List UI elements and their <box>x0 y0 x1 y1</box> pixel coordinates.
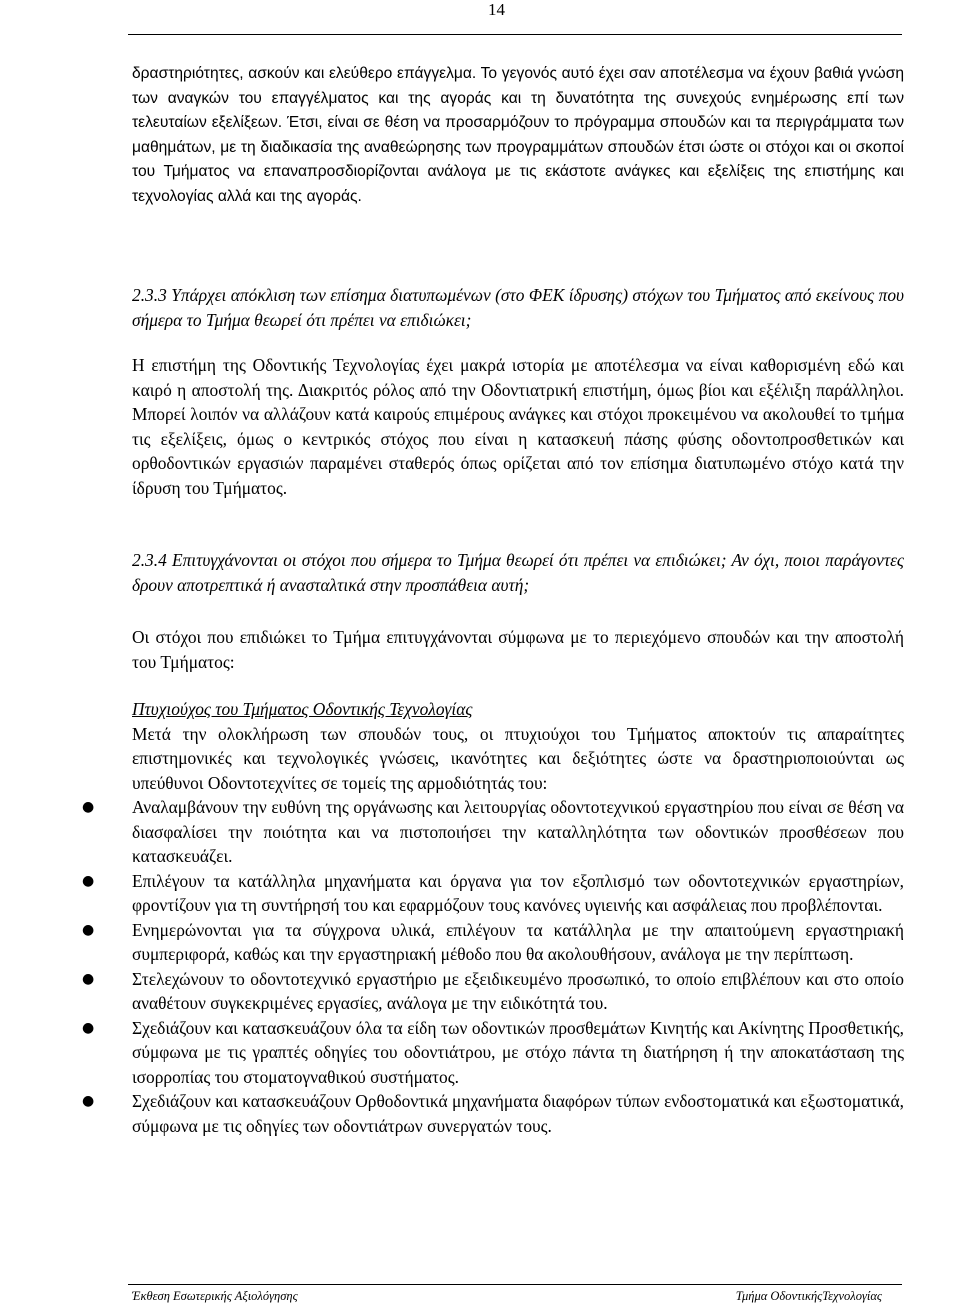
list-item-text: Επιλέγουν τα κατάλληλα μηχανήματα και όργανα για τον εξοπλισμό των οδοντοτεχνικών εργαστηρίων, φροντίζουν για τη συντήρησή του και εφαρμόζουν τους κανόνες υγιεινής και ασφάλειας που προβλέπονται. <box>132 870 904 915</box>
graduates-bullet-list <box>82 795 904 1138</box>
bullet-icon: ● <box>82 872 95 889</box>
list-item <box>82 1016 904 1090</box>
list-item-text: Στελεχώνουν το οδοντοτεχνικό εργαστήριο με εξειδικευμένο προσωπικό, το οποίο επιβλέπουν και στο οποίο αναθέτουν συγκεκριμένες εργασίες, ανάλογα με την ειδικότητά του. <box>132 968 904 1013</box>
section-2-3-4-body-block <box>132 625 904 674</box>
section-2-3-3-heading: 2.3.3 Υπάρχει απόκλιση των επίσημα διατυπωμένων (στο ΦΕΚ ίδρυσης) στόχων του Τμήματος από εκείνους που σήμερα το Τμήμα θεωρεί ότι πρέπει να επιδιώκει; <box>132 285 904 330</box>
list-item <box>82 918 904 967</box>
footer-rule <box>128 1284 902 1285</box>
list-item-text: Ενημερώνονται για τα σύγχρονα υλικά, επιλέγουν τα κατάλληλα με την απαιτούμενη εργαστηριακή συμπεριφορά, καθώς και την εργαστηριακή μέθοδο που θα ακολουθήσουν, ανάλογα με την περίπτωση. <box>132 919 904 964</box>
bullet-icon: ● <box>82 970 95 987</box>
footer-left-text: Έκθεση Εσωτερικής Αξιολόγησης <box>132 1289 298 1303</box>
section-2-3-4-heading: 2.3.4 Επιτυγχάνονται οι στόχοι που σήμερα το Τμήμα θεωρεί ότι πρέπει να επιδιώκει; Αν όχι, ποιοι παράγοντες δρουν αποτρεπτικά ή ανασταλτικά στην προσπάθεια αυτή; <box>132 550 904 595</box>
footer-right-text: Τμήμα ΟδοντικήςΤεχνολογίας <box>735 1289 882 1303</box>
graduates-intro: Μετά την ολοκλήρωση των σπουδών τους, οι πτυχιούχοι του Τμήματος αποκτούν τις απαραίτητες επιστημονικές και τεχνολογικές γνώσεις, ικανότητες και δεξιότητες ώστε να δραστηριοποιούνται ως υπεύθυνοι Οδοντοτεχνίτες σε τομείς της αρμοδιότητάς του: <box>132 723 904 793</box>
graduates-title: Πτυχιούχος του Τμήματος Οδοντικής Τεχνολογίας <box>132 699 473 719</box>
section-2-3-3-body: Η επιστήμη της Οδοντικής Τεχνολογίας έχει μακρά ιστορία με αποτέλεσμα να είναι καθορισμένη εδώ και καιρό η αποστολή της. Διακριτός ρόλος από την Οδοντιατρική επιστήμη, όμως βίοι και εξέλιξη παράλληλοι. Μπορεί λοιπόν να αλλάζουν κατά καιρούς επιμέρους ανάγκες και στόχοι προκειμένου να ακολουθεί το τμήμα τις εξελίξεις, όμως ο κεντρικός στόχος που είναι η κατασκευή πάσης φύσης οδοντοπροσθετικών και ορθοδοντικών εργασιών παραμένει σταθερός όπως ορίζεται από τον επίσημα διατυπωμένο στόχο κατά την ίδρυση του Τμήματος. <box>132 355 904 498</box>
page-number: 14 <box>488 0 505 19</box>
bullet-icon: ● <box>82 921 95 938</box>
graduates-section <box>82 697 904 1138</box>
section-2-3-3 <box>132 283 904 332</box>
list-item <box>82 967 904 1016</box>
bullet-icon: ● <box>82 799 95 815</box>
bullet-icon: ● <box>82 1019 95 1036</box>
list-item <box>82 1089 904 1138</box>
bullet-icon: ● <box>82 1093 95 1109</box>
list-item <box>82 795 904 869</box>
header-rule <box>128 34 902 35</box>
intro-paragraph: δραστηριότητες, ασκούν και ελεύθερο επάγγελμα. Το γεγονός αυτό έχει σαν αποτέλεσμα να έχουν βαθιά γνώση των αναγκών του επαγγέλματος και της αγοράς και τη δυνατότητα της συνεχούς ενημέρωσης επί των τελευταίων εξελίξεων. Έτσι, είναι σε θέση να προσαρμόζουν το πρόγραμμα σπουδών και τα περιγράμματα των μαθημάτων, με τη διαδικασία της αναθεώρησης των προγραμμάτων σπουδών έτσι ώστε οι στόχοι και οι σκοποί του Τμήματος να επαναπροσδιορίζονται ανάλογα με τις εκάστοτε ανάγκες και εξελίξεις της επιστήμης και τεχνολογίας αλλά και της αγοράς. <box>132 65 904 205</box>
section-2-3-4 <box>132 548 904 597</box>
list-item <box>82 869 904 918</box>
intro-block <box>132 62 904 209</box>
list-item-text: Σχεδιάζουν και κατασκευάζουν όλα τα είδη των οδοντικών προσθεμάτων Κινητής και Ακίνητης Προσθετικής, σύμφωνα με τις γραπτές οδηγίες του οδοντιάτρου, με στόχο πάντα τη διατήρηση ή την αποκατάσταση της ισορροπίας του στοματογναθικού συστήματος. <box>132 1017 904 1087</box>
section-2-3-4-body: Οι στόχοι που επιδιώκει το Τμήμα επιτυγχάνονται σύμφωνα με το περιεχόμενο σπουδών και την αποστολή του Τμήματος: <box>132 627 904 672</box>
list-item-text: Σχεδιάζουν και κατασκευάζουν Ορθοδοντικά μηχανήματα διαφόρων τύπων ενδοστοματικά και εξωστοματικά, σύμφωνα με τις οδηγίες των οδοντιάτρων συνεργατών τους. <box>132 1091 904 1136</box>
list-item-text: Αναλαμβάνουν την ευθύνη της οργάνωσης και λειτουργίας οδοντοτεχνικού εργαστηρίου που είναι σε θέση να διασφαλίσει την ποιότητα και να πιστοποιήσει την καταλληλότητα των οδοντικών προσθέσεων που κατασκευάζει. <box>132 797 904 866</box>
section-2-3-3-body-block <box>132 353 904 500</box>
